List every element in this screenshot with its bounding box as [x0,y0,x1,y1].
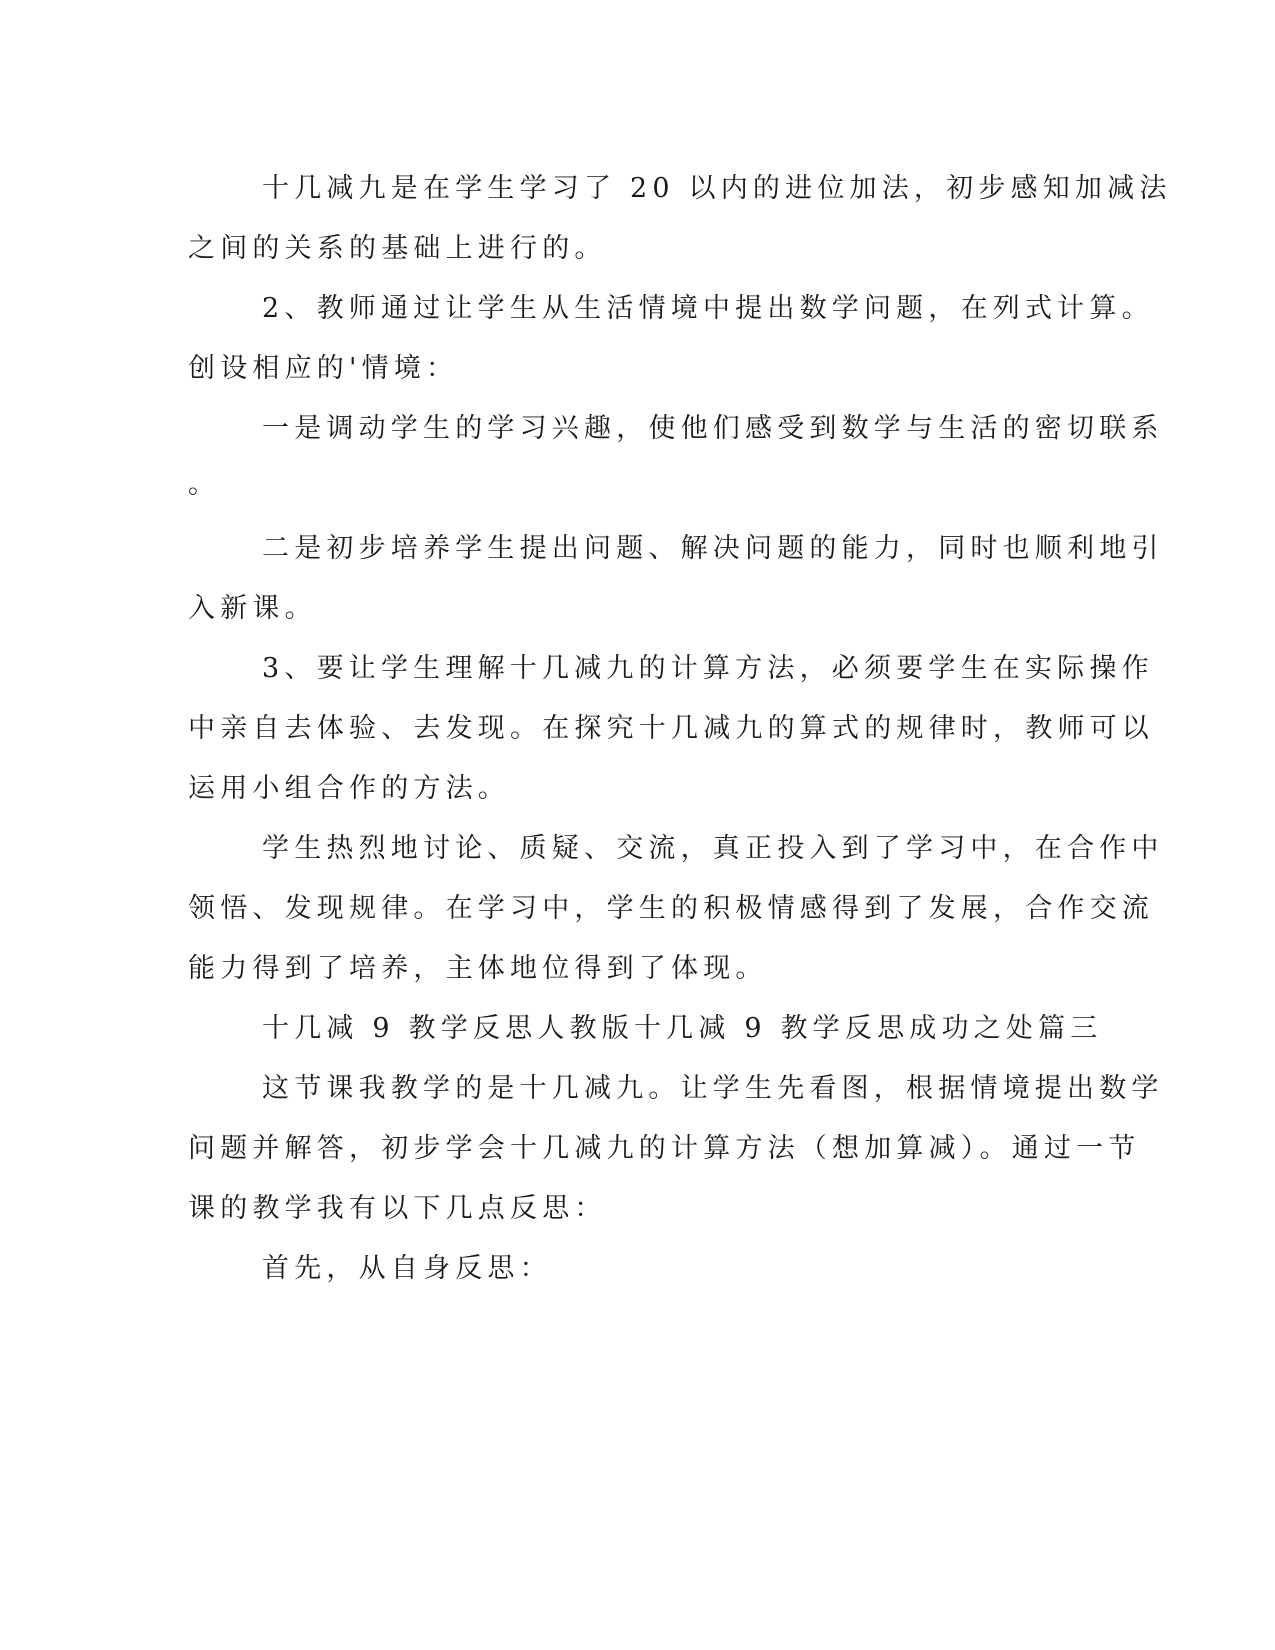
paragraph-7-line-2: 问题并解答，初步学会十几减九的计算方法（想加算减）。通过一节 [188,1133,1141,1164]
paragraph-8-line-1: 首先，从自身反思： [262,1253,552,1284]
paragraph-6-line-2: 领悟、发现规律。在学习中，学生的积极情感得到了发展，合作交流 [188,893,1154,924]
paragraph-5-line-3: 运用小组合作的方法。 [188,773,510,804]
paragraph-5-line-2: 中亲自去体验、去发现。在探究十几减九的算式的规律时，教师可以 [188,713,1154,744]
paragraph-4-line-2: 入新课。 [188,593,317,624]
paragraph-3-line-2: 。 [188,469,221,500]
paragraph-1-line-2: 之间的关系的基础上进行的。 [188,233,607,264]
paragraph-2-line-1: 2、教师通过让学生从生活情境中提出数学问题，在列式计算。 [262,293,1154,324]
paragraph-3-line-1: 一是调动学生的学习兴趣，使他们感受到数学与生活的密切联系 [262,413,1164,444]
paragraph-2-line-2: 创设相应的'情境： [188,353,459,384]
section-heading: 十几减 9 教学反思人教版十几减 9 教学反思成功之处篇三 [262,1013,1103,1044]
paragraph-7-line-1: 这节课我教学的是十几减九。让学生先看图，根据情境提出数学 [262,1073,1164,1104]
paragraph-5-line-1: 3、要让学生理解十几减九的计算方法，必须要学生在实际操作 [262,653,1154,684]
paragraph-6-line-1: 学生热烈地讨论、质疑、交流，真正投入到了学习中，在合作中 [262,833,1164,864]
paragraph-4-line-1: 二是初步培养学生提出问题、解决问题的能力，同时也顺利地引 [262,533,1164,564]
paragraph-6-line-3: 能力得到了培养，主体地位得到了体现。 [188,953,768,984]
paragraph-7-line-3: 课的教学我有以下几点反思： [188,1193,607,1224]
paragraph-1-line-1: 十几减九是在学生学习了 20 以内的进位加法，初步感知加减法 [262,173,1172,204]
